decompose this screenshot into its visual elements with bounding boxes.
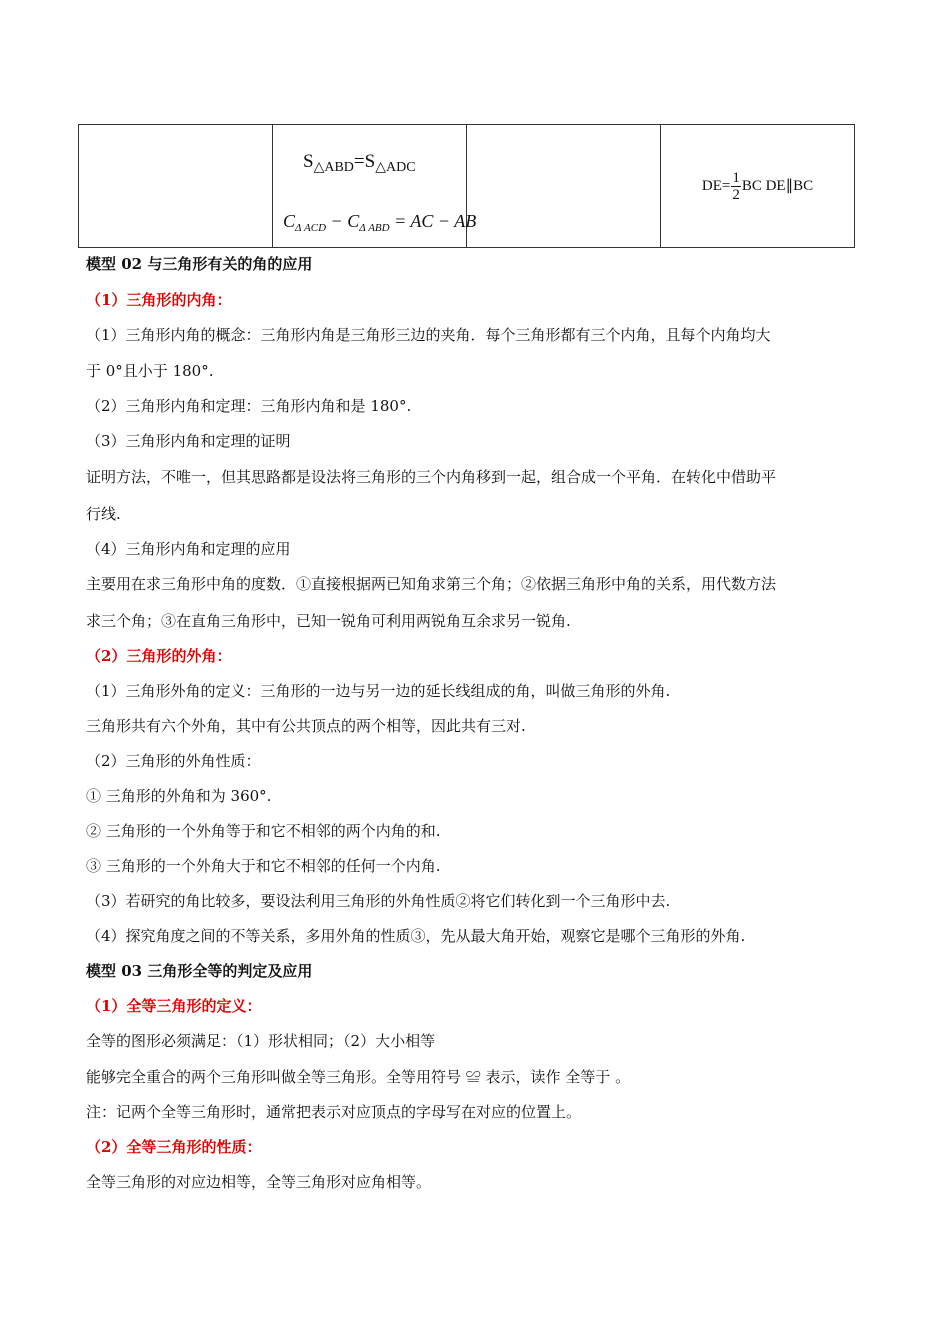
table-cell-empty-3 (467, 125, 661, 248)
subheading-congruent-definition: （1）全等三角形的定义： (86, 997, 262, 1015)
paragraph-line: 三角形共有六个外角，其中有公共顶点的两个相等，因此共有三对. (86, 717, 526, 735)
paragraph-line: 注：记两个全等三角形时，通常把表示对应顶点的字母写在对应的位置上。 (86, 1103, 582, 1121)
perimeter-symbol-1: C (283, 211, 296, 231)
table-cell-midline (661, 125, 855, 248)
area-subscript-1: △ABD (313, 160, 354, 175)
paragraph-line: （3）若研究的角比较多，要设法利用三角形的外角性质②将它们转化到一个三角形中去. (86, 892, 671, 910)
paragraph-line: （1）三角形内角的概念：三角形内角是三角形三边的夹角．每个三角形都有三个内角，且每个内角均大 (86, 326, 771, 344)
table-cell-empty-1 (79, 125, 273, 248)
summary-table (78, 124, 855, 248)
paragraph-line: 求三个角；③在直角三角形中，已知一锐角可利用两锐角互余求另一锐角. (86, 612, 571, 630)
area-symbol-2: S (364, 151, 376, 172)
paragraph-line: （2）三角形内角和定理：三角形内角和是 180°. (86, 397, 412, 415)
paragraph-line: （4）三角形内角和定理的应用 (86, 540, 291, 558)
subheading-congruent-properties: （2）全等三角形的性质： (86, 1138, 262, 1156)
paragraph-line: （4）探究角度之间的不等关系，多用外角的性质③，先从最大角开始，观察它是哪个三角形的外角. (86, 927, 746, 945)
fraction-half (731, 170, 741, 203)
paragraph-line: （3）三角形内角和定理的证明 (86, 432, 291, 450)
area-subscript-2: △ADC (375, 160, 416, 175)
midline-prefix: DE= (701, 177, 731, 194)
subheading-exterior-angles: （2）三角形的外角： (86, 647, 232, 665)
paragraph-line: 于 0°且小于 180°. (86, 362, 214, 380)
paragraph-line: 主要用在求三角形中角的度数．①直接根据两已知角求第三个角；②依据三角形中角的关系，用代数方法 (86, 575, 777, 593)
section-heading-model-02: 模型 02 与三角形有关的角的应用 (86, 255, 313, 273)
paragraph-line: 行线. (86, 505, 121, 523)
paragraph-line: ③ 三角形的一个外角大于和它不相邻的任何一个内角. (86, 857, 441, 875)
fraction-numerator: 1 (732, 169, 740, 186)
subheading-interior-angles: （1）三角形的内角： (86, 291, 232, 309)
paragraph-line: 能够完全重合的两个三角形叫做全等三角形。全等用符号 ≌ 表示，读作 全等于 。 (86, 1068, 631, 1086)
paragraph-line: ② 三角形的一个外角等于和它不相邻的两个内角的和. (86, 822, 441, 840)
paragraph-line: （2）三角形的外角性质： (86, 752, 261, 770)
perimeter-equation (283, 211, 476, 234)
area-equality (303, 151, 416, 176)
perimeter-subscript-2: Δ ABD (359, 222, 390, 234)
perimeter-subscript-1: Δ ACD (295, 222, 327, 234)
perimeter-rest: = AC − AB (389, 211, 477, 231)
paragraph-line: ① 三角形的外角和为 360°. (86, 787, 272, 805)
table-cell-formulas (273, 125, 477, 248)
paragraph-line: 全等的图形必须满足：（1）形状相同；（2）大小相等 (86, 1032, 436, 1050)
table-row (79, 125, 855, 248)
midline-suffix: BC DE∥BC (741, 177, 814, 194)
perimeter-minus: − (326, 211, 348, 231)
fraction-denominator: 2 (732, 186, 740, 203)
paragraph-line: 全等三角形的对应边相等，全等三角形对应角相等。 (86, 1173, 432, 1191)
perimeter-symbol-2: C (347, 211, 360, 231)
paragraph-line: 证明方法，不唯一，但其思路都是设法将三角形的三个内角移到一起，组合成一个平角．在转化中借助平 (86, 468, 777, 486)
paragraph-line: （1）三角形外角的定义：三角形的一边与另一边的延长线组成的角，叫做三角形的外角. (86, 682, 671, 700)
area-equals: = (353, 151, 365, 172)
section-heading-model-03: 模型 03 三角形全等的判定及应用 (86, 962, 313, 980)
area-symbol-1: S (303, 151, 314, 172)
